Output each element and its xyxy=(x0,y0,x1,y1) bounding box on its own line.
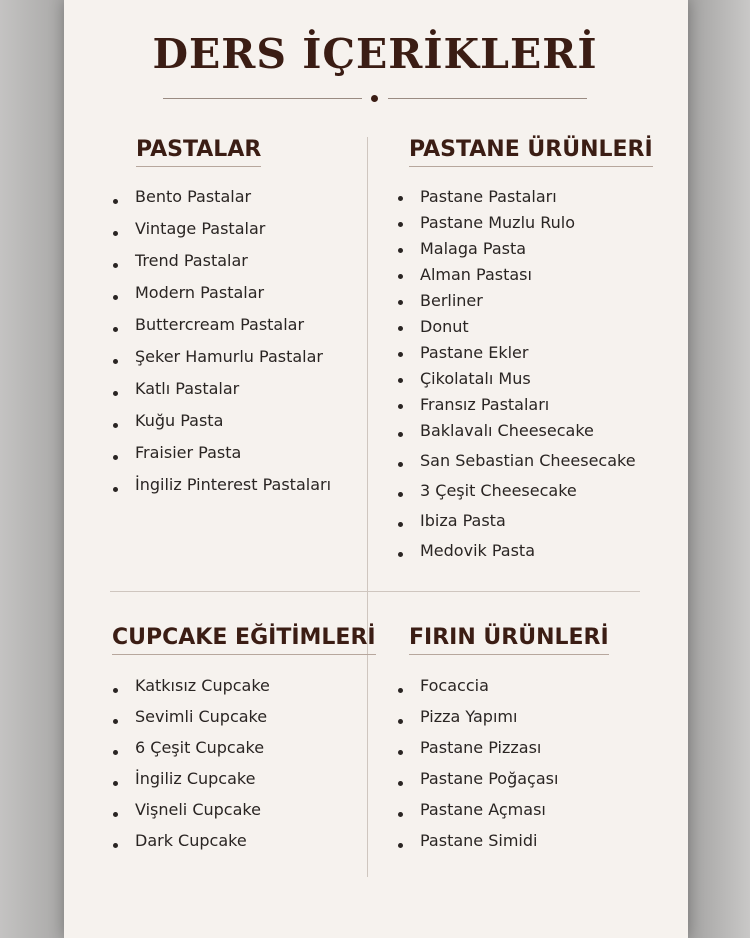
list-item: San Sebastian Cheesecake xyxy=(395,449,636,479)
list-item: Baklavalı Cheesecake xyxy=(395,419,636,449)
list-item: 6 Çeşit Cupcake xyxy=(110,736,270,767)
list-item: Pastane Açması xyxy=(395,798,558,829)
section-title: FIRIN ÜRÜNLERİ xyxy=(409,625,609,655)
list-item: Ibiza Pasta xyxy=(395,509,636,539)
section-cupcake-egitimleri xyxy=(110,625,376,850)
list-item: Pastane Ekler xyxy=(395,341,636,367)
list-item: Pizza Yapımı xyxy=(395,705,558,736)
list-item: Vişneli Cupcake xyxy=(110,798,270,829)
list-item: Trend Pastalar xyxy=(110,249,331,281)
list-item: Medovik Pasta xyxy=(395,539,636,569)
list-item: İngiliz Pinterest Pastaları xyxy=(110,473,331,505)
list-item: Kuğu Pasta xyxy=(110,409,331,441)
list-item: Focaccia xyxy=(395,674,558,705)
title-rule-left xyxy=(163,98,362,99)
title-rule-right xyxy=(388,98,587,99)
section-pastalar xyxy=(110,137,332,494)
section-title: PASTALAR xyxy=(136,137,261,167)
list-item: Katkısız Cupcake xyxy=(110,674,270,705)
list-item: Çikolatalı Mus xyxy=(395,367,636,393)
background-left xyxy=(0,0,64,938)
list-item: Sevimli Cupcake xyxy=(110,705,270,736)
section-title: PASTANE ÜRÜNLERİ xyxy=(409,137,653,167)
list-item: İngiliz Cupcake xyxy=(110,767,270,798)
vertical-divider xyxy=(367,137,368,877)
list-item: Fraisier Pasta xyxy=(110,441,331,473)
background-right xyxy=(688,0,750,938)
item-list xyxy=(110,674,270,860)
list-item: Donut xyxy=(395,315,636,341)
item-list xyxy=(110,185,331,505)
list-item: Modern Pastalar xyxy=(110,281,331,313)
horizontal-divider xyxy=(110,591,640,592)
page-title: DERS İÇERİKLERİ xyxy=(152,30,598,78)
title-ornament-dot xyxy=(371,95,378,102)
list-item: Buttercream Pastalar xyxy=(110,313,331,345)
list-item: Pastane Poğaçası xyxy=(395,767,558,798)
list-item: Malaga Pasta xyxy=(395,237,636,263)
list-item: Dark Cupcake xyxy=(110,829,270,860)
section-firin-urunleri xyxy=(395,625,609,850)
list-item: 3 Çeşit Cheesecake xyxy=(395,479,636,509)
list-item: Pastane Simidi xyxy=(395,829,558,860)
list-item: Pastane Pizzası xyxy=(395,736,558,767)
list-item: Bento Pastalar xyxy=(110,185,331,217)
list-item: Berliner xyxy=(395,289,636,315)
section-pastane-urunleri xyxy=(395,137,653,560)
list-item: Pastane Pastaları xyxy=(395,185,636,211)
list-item: Şeker Hamurlu Pastalar xyxy=(110,345,331,377)
list-item: Alman Pastası xyxy=(395,263,636,289)
list-item: Pastane Muzlu Rulo xyxy=(395,211,636,237)
list-item: Katlı Pastalar xyxy=(110,377,331,409)
item-list xyxy=(395,185,636,569)
list-item: Vintage Pastalar xyxy=(110,217,331,249)
item-list xyxy=(395,674,558,860)
section-title: CUPCAKE EĞİTİMLERİ xyxy=(112,625,376,655)
list-item: Fransız Pastaları xyxy=(395,393,636,419)
